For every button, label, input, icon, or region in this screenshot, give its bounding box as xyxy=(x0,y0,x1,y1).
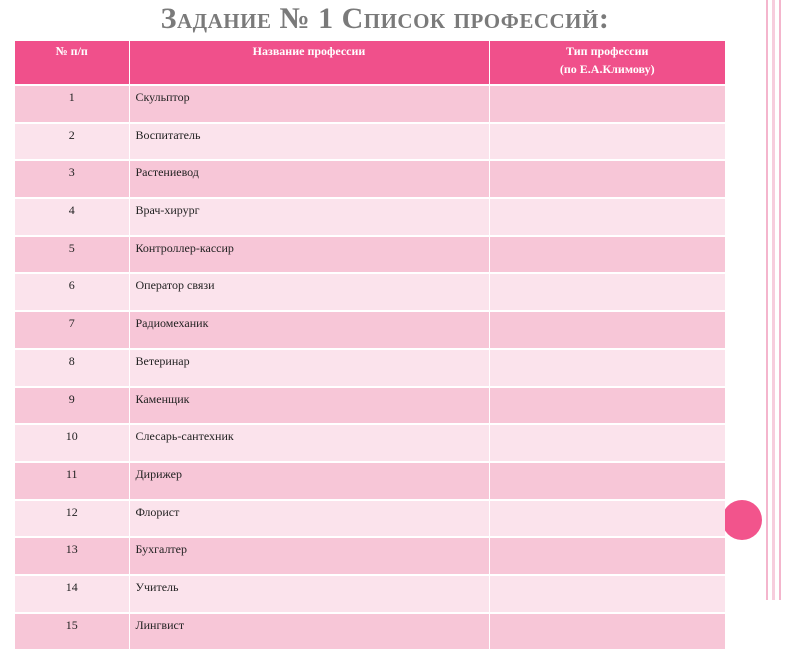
header-number: № п/п xyxy=(15,41,129,85)
row-profession-type[interactable] xyxy=(489,236,725,274)
table-header-row xyxy=(15,41,725,85)
row-number: 2 xyxy=(15,123,129,161)
row-profession-name: Бухгалтер xyxy=(129,537,489,575)
table-row xyxy=(15,273,725,311)
row-profession-name: Радиомеханик xyxy=(129,311,489,349)
row-profession-name: Скульптор xyxy=(129,85,489,123)
row-profession-type[interactable] xyxy=(489,575,725,613)
table-row xyxy=(15,462,725,500)
row-number: 9 xyxy=(15,387,129,425)
row-number: 4 xyxy=(15,198,129,236)
decorative-line xyxy=(779,0,781,600)
decorative-line xyxy=(766,0,768,600)
row-number: 10 xyxy=(15,424,129,462)
row-number: 6 xyxy=(15,273,129,311)
table-body xyxy=(15,85,725,649)
row-profession-type[interactable] xyxy=(489,613,725,649)
table-row xyxy=(15,387,725,425)
table-row xyxy=(15,349,725,387)
row-profession-type[interactable] xyxy=(489,123,725,161)
row-profession-type[interactable] xyxy=(489,500,725,538)
row-number: 1 xyxy=(15,85,129,123)
row-profession-type[interactable] xyxy=(489,537,725,575)
row-number: 8 xyxy=(15,349,129,387)
row-profession-name: Ветеринар xyxy=(129,349,489,387)
row-profession-type[interactable] xyxy=(489,462,725,500)
table-row xyxy=(15,613,725,649)
row-profession-name: Лингвист xyxy=(129,613,489,649)
table-row xyxy=(15,537,725,575)
table-row xyxy=(15,424,725,462)
table-row xyxy=(15,236,725,274)
row-profession-name: Оператор связи xyxy=(129,273,489,311)
row-profession-name: Растениевод xyxy=(129,160,489,198)
row-number: 14 xyxy=(15,575,129,613)
row-profession-name: Учитель xyxy=(129,575,489,613)
professions-table xyxy=(15,41,725,649)
row-profession-name: Врач-хирург xyxy=(129,198,489,236)
row-number: 12 xyxy=(15,500,129,538)
row-number: 5 xyxy=(15,236,129,274)
table-row xyxy=(15,311,725,349)
row-number: 11 xyxy=(15,462,129,500)
table-row xyxy=(15,198,725,236)
row-profession-name: Каменщик xyxy=(129,387,489,425)
page-title: Задание № 1 Список профессий: xyxy=(160,2,610,35)
row-profession-name: Дирижер xyxy=(129,462,489,500)
row-number: 7 xyxy=(15,311,129,349)
header-type-line2: (по Е.А.Климову) xyxy=(559,62,655,76)
row-profession-type[interactable] xyxy=(489,387,725,425)
row-profession-type[interactable] xyxy=(489,349,725,387)
table-row xyxy=(15,85,725,123)
row-profession-type[interactable] xyxy=(489,160,725,198)
row-profession-name: Слесарь-сантехник xyxy=(129,424,489,462)
table-row xyxy=(15,160,725,198)
row-number: 13 xyxy=(15,537,129,575)
row-profession-name: Контроллер-кассир xyxy=(129,236,489,274)
row-profession-type[interactable] xyxy=(489,273,725,311)
row-profession-type[interactable] xyxy=(489,424,725,462)
row-profession-type[interactable] xyxy=(489,198,725,236)
table-row xyxy=(15,575,725,613)
table-row xyxy=(15,500,725,538)
row-profession-name: Воспитатель xyxy=(129,123,489,161)
row-profession-type[interactable] xyxy=(489,311,725,349)
row-profession-name: Флорист xyxy=(129,500,489,538)
header-type-line1: Тип профессии xyxy=(566,44,649,58)
row-number: 3 xyxy=(15,160,129,198)
header-profession-name: Название профессии xyxy=(129,41,489,85)
header-profession-type xyxy=(489,41,725,85)
row-number: 15 xyxy=(15,613,129,649)
decorative-circle xyxy=(722,500,762,540)
row-profession-type[interactable] xyxy=(489,85,725,123)
table-row xyxy=(15,123,725,161)
decorative-line xyxy=(772,0,775,600)
